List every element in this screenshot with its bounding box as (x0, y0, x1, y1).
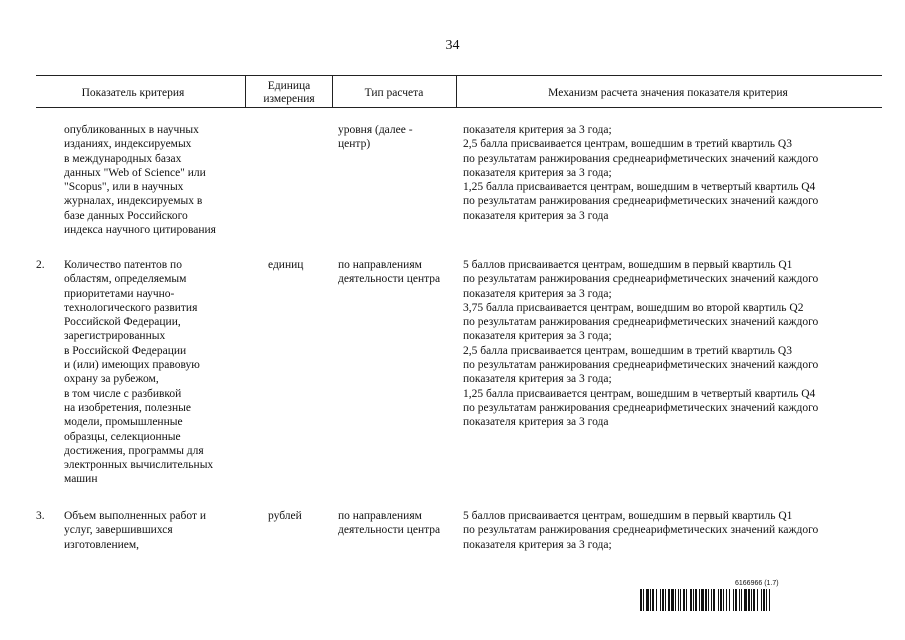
row-mechanism: 5 баллов присваивается центрам, вошедшим в первый квартиль Q1 по результатам ранжирования среднеарифметических значений каждого показателя критерия за 3 года; (463, 510, 819, 551)
header-divider (245, 75, 246, 107)
row-calc-type: уровня (далее - центр) (338, 124, 413, 151)
barcode-image (640, 589, 882, 611)
header-unit: Единица измерения (263, 80, 315, 105)
barcode-label: 6166966 (1.7) (735, 580, 779, 587)
header-divider (332, 75, 333, 107)
header-divider (456, 75, 457, 107)
table-header-top-rule (36, 75, 882, 76)
row-criterion: опубликованных в научных изданиях, индексируемых в международных базах данных "Web of Science" или "Scopus", или в научных журналах, индексируемых в базе данных Российского индекса научного цитирования (64, 124, 216, 237)
header-calc-type: Тип расчета (364, 87, 424, 99)
row-mechanism: 5 баллов присваивается центрам, вошедшим в первый квартиль Q1 по результатам ранжирования среднеарифметических значений каждого показателя критерия за 3 года; 3,75 балла присваивается центрам, вошедшим во второй квартиль Q2 по результатам ранжирования среднеарифметических значений каждого показателя критерия за 3 года; 2,5 балла присваивается центрам, вошедшим в третий квартиль Q3 по результатам ранжирования среднеарифметических значений каждого показателя критерия за 3 года; 1,25 балла присваивается центрам, вошедшим в четвертый квартиль Q4 по результатам ранжирования среднеарифметических значений каждого показателя критерия за 3 года (463, 259, 819, 429)
row-number: 2. (36, 259, 45, 271)
row-criterion: Количество патентов по областям, определяемым приоритетами научно- технологического развития Российской Федерации, зарегистрированных в Российской Федерации и (или) имеющих правовую охрану за рубежом, в том числе с разбивкой на изобретения, полезные модели, промышленные образцы, селекционные достижения, программы для электронных вычислительных машин (64, 259, 214, 486)
header-mechanism: Механизм расчета значения показателя критерия (548, 87, 788, 99)
page-number: 34 (445, 38, 460, 53)
table-header-bottom-rule (36, 107, 882, 108)
row-calc-type: по направлениям деятельности центра (338, 259, 441, 286)
row-unit: единиц (268, 259, 304, 271)
row-criterion: Объем выполненных работ и услуг, завершившихся изготовлением, (64, 510, 206, 551)
row-calc-type: по направлениям деятельности центра (338, 510, 441, 537)
row-mechanism: показателя критерия за 3 года; 2,5 балла присваивается центрам, вошедшим в третий квартиль Q3 по результатам ранжирования среднеарифметических значений каждого показателя критерия за 3 года; 1,25 балла присваивается центрам, вошедшим в четвертый квартиль Q4 по результатам ранжирования среднеарифметических значений каждого показателя критерия за 3 года (463, 124, 819, 222)
header-criterion: Показатель критерия (81, 87, 185, 99)
row-unit: рублей (268, 510, 302, 522)
row-number: 3. (36, 510, 45, 522)
